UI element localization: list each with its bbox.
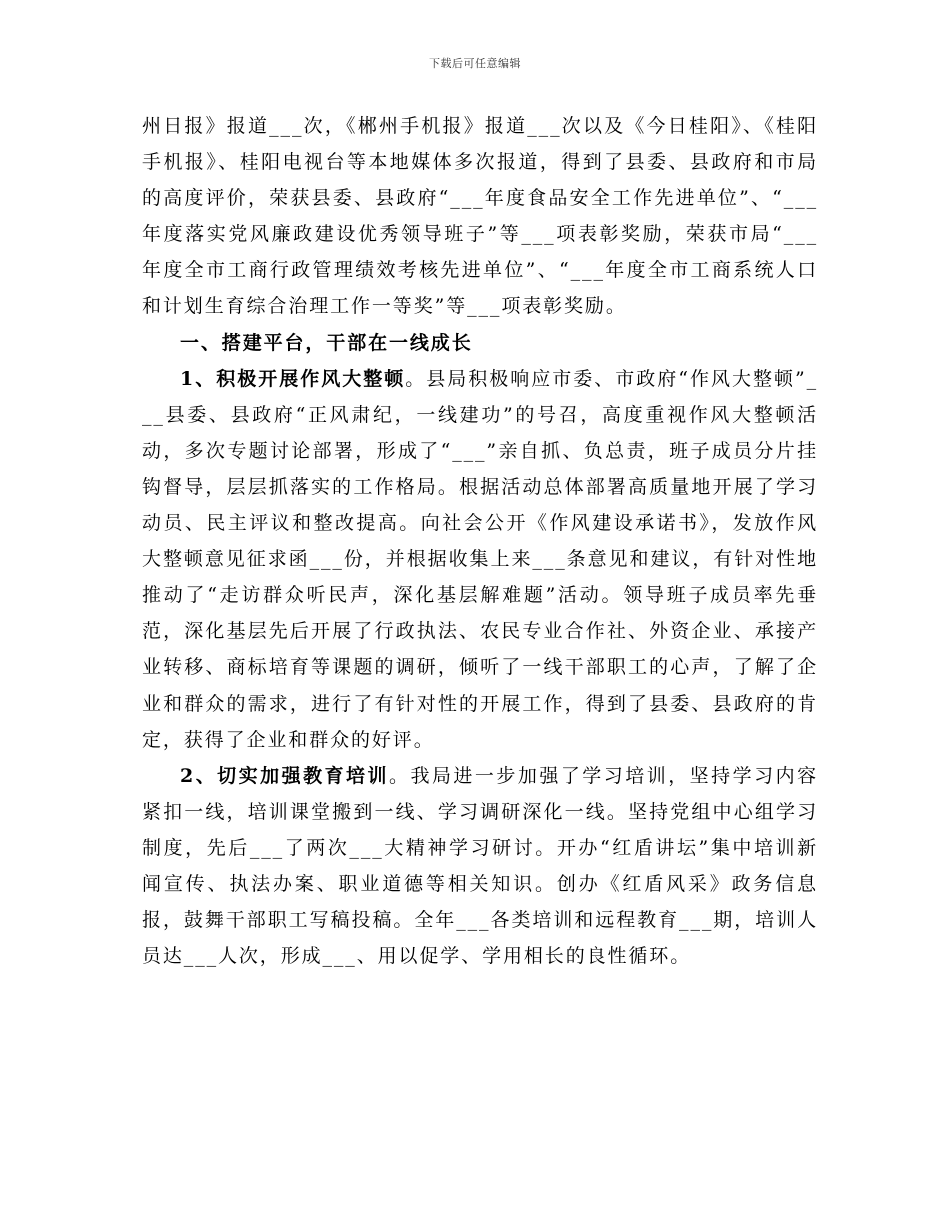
paragraph-awards: 州日报》报道___次，《郴州手机报》报道___次以及《今日桂阳》、《桂阳手机报》、桂阳电视台等本地媒体多次报道，得到了县委、县政府和市局的高度评价，荣获县委、县政府“___年度食品安全工作先进单位”、“___年度落实党风廉政建设优秀领导班子”等___项表彰奖励，荣获市局“___年度全市工商行政管理绩效考核先进单位”、“___年度全市工商系统人口和计划生育综合治理工作一等奖”等___项表彰奖励。 (142, 115, 818, 318)
section-heading: 一、搭建平台，干部在一线成长 (180, 331, 473, 354)
paragraph-work-style (142, 361, 818, 758)
paragraph-lead: 1、积极开展作风大整顿 (180, 367, 406, 390)
paragraph-text: 。我局进一步加强了学习培训，坚持学习内容紧扣一线，培训课堂搬到一线、学习调研深化一线。坚持党组中心组学习制度，先后___了两次___大精神学习研讨。开办“红盾讲坛”集中培训新闻宣传、执法办案、职业道德等相关知识。创办《红盾风采》政务信息报，鼓舞干部职工写稿投稿。全年___各类培训和远程教育___期，培训人员达___人次，形成___、用以促学、学用相长的良性循环。 (142, 764, 818, 968)
document-body (142, 108, 818, 974)
paragraph-text: 。县局积极响应市委、市政府“作风大整顿”___县委、县政府“正风肃纪，一线建功”的号召，高度重视作风大整顿活动，多次专题讨论部署，形成了“___”亲自抓、负总责，班子成员分片挂钩督导，层层抓落实的工作格局。根据活动总体部署高质量地开展了学习动员、民主评议和整改提高。向社会公开《作风建设承诺书》，发放作风大整顿意见征求函___份，并根据收集上来___条意见和建议，有针对性地推动了“走访群众听民声，深化基层解难题”活动。领导班子成员率先垂范，深化基层先后开展了行政执法、农民专业合作社、外资企业、承接产业转移、商标培育等课题的调研，倾听了一线干部职工的心声，了解了企业和群众的需求，进行了有针对性的开展工作，得到了县委、县政府的肯定，获得了企业和群众的好评。 (142, 367, 819, 751)
page-header: 下载后可任意编辑 (429, 57, 521, 70)
paragraph-training (142, 758, 818, 975)
paragraph-lead: 2、切实加强教育培训 (180, 764, 389, 787)
